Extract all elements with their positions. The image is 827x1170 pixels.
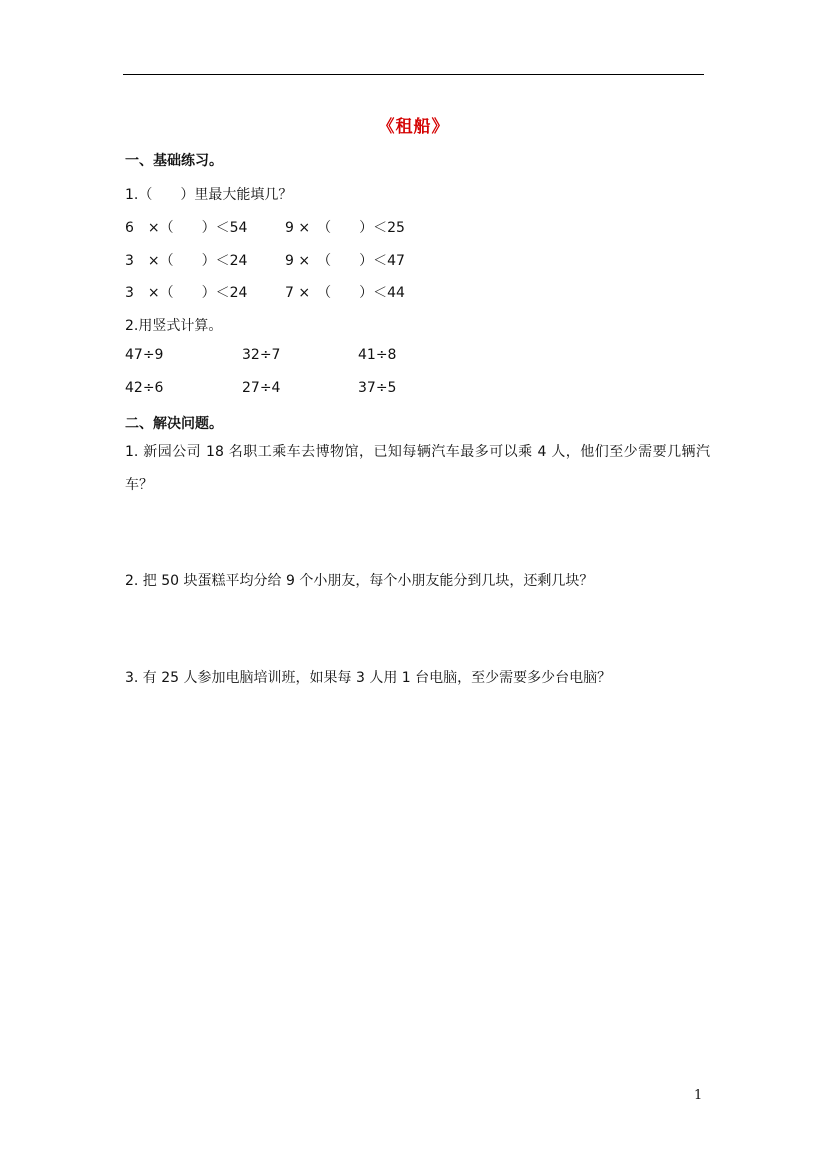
word-problem: 3. 有 25 人参加电脑培训班，如果每 3 人用 1 台电脑，至少需要多少台电脑？ — [125, 670, 612, 686]
division-item: 37÷5 — [358, 380, 397, 396]
page-title: 《租船》 — [377, 117, 450, 137]
question-1-prompt: 1.（ ）里最大能填几？ — [125, 187, 293, 203]
inequality-item: 7 × （ ）＜44 — [285, 285, 405, 301]
division-item: 32÷7 — [242, 347, 281, 363]
inequality-item: 9 × （ ）＜47 — [285, 253, 405, 269]
header-rule — [123, 74, 704, 75]
word-problem: 1. 新园公司 18 名职工乘车去博物馆，已知每辆汽车最多可以乘 4 人，他们至少需要几辆汽车？ — [125, 444, 710, 493]
inequality-item: 3 ×（ ）＜24 — [125, 253, 248, 269]
section-heading-basic: 一、基础练习。 — [125, 153, 223, 169]
page-number: 1 — [694, 1088, 703, 1103]
inequality-item: 9 × （ ）＜25 — [285, 220, 405, 236]
section-heading-problems: 二、解决问题。 — [125, 416, 223, 432]
inequality-item: 6 ×（ ）＜54 — [125, 220, 248, 236]
word-problem: 2. 把 50 块蛋糕平均分给 9 个小朋友，每个小朋友能分到几块，还剩几块？ — [125, 573, 594, 589]
inequality-item: 3 ×（ ）＜24 — [125, 285, 248, 301]
division-item: 41÷8 — [358, 347, 397, 363]
question-2-prompt: 2.用竖式计算。 — [125, 318, 223, 334]
division-item: 47÷9 — [125, 347, 164, 363]
division-item: 27÷4 — [242, 380, 281, 396]
division-item: 42÷6 — [125, 380, 164, 396]
